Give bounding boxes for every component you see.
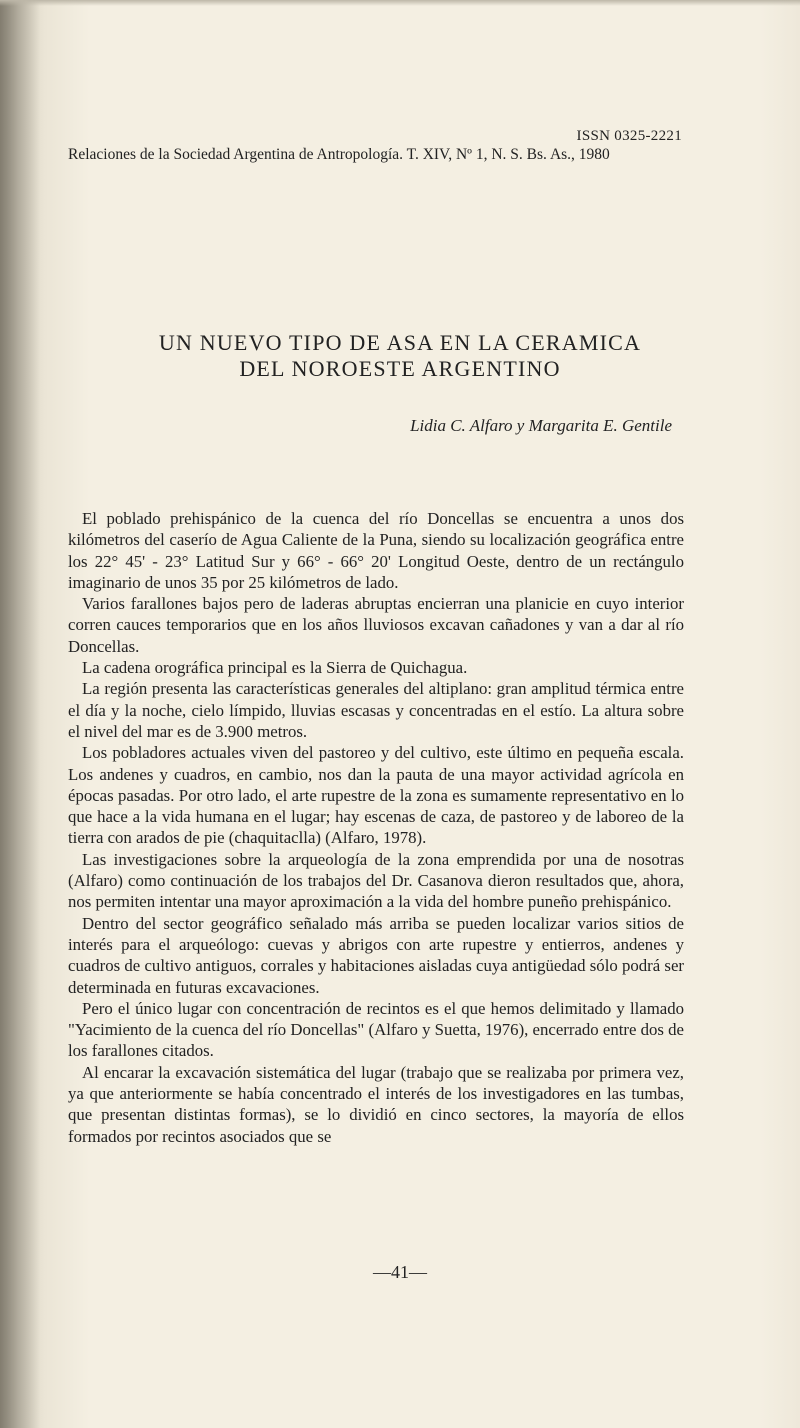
article-title	[120, 330, 680, 382]
page-edge	[0, 0, 800, 6]
paragraph: Pero el único lugar con concentración de recintos es el que hemos delimitado y llamado "Yacimiento de la cuenca del río Doncellas" (Alfaro y Suetta, 1976), encerrado entre dos de los farallones citados.	[68, 998, 684, 1061]
paragraph: Las investigaciones sobre la arqueología de la zona emprendida por una de nosotras (Alfaro) como continuación de los trabajos del Dr. Casanova dieron resultados que, ahora, nos permiten intentar una mayor aproximación a la vida del hombre puneño prehispánico.	[68, 849, 684, 912]
paragraph: Dentro del sector geográfico señalado más arriba se pueden localizar varios sitios de interés para el arqueólogo: cuevas y abrigos con arte rupestre y entierros, andenes y cuadros de cultivo antiguos, corrales y habitaciones aisladas cuya antigüedad sólo podrá ser determinada en futuras excavaciones.	[68, 913, 684, 997]
issn-number: ISSN 0325-2221	[576, 128, 682, 144]
binding-shadow	[0, 0, 40, 1428]
paragraph: Varios farallones bajos pero de laderas abruptas encierran una planicie en cuyo interior corren cauces temporarios que en los años lluviosos excavan cañadones y van a dar al río Doncellas.	[68, 594, 684, 656]
title-line-1: UN NUEVO TIPO DE ASA EN LA CERAMICA	[158, 330, 642, 355]
article-body	[68, 508, 684, 1147]
paragraph: El poblado prehispánico de la cuenca del río Doncellas se encuentra a unos dos kilómetros del caserío de Agua Caliente de la Puna, siendo su localización geográfica entre los 22° 45' - 23° Latitud Sur y 66° - 66° 20' Longitud Oeste, dentro de un rectángulo imaginario de unos 35 por 25 kilómetros de lado.	[68, 509, 684, 592]
journal-citation: Relaciones de la Sociedad Argentina de Antropología. T. XIV, Nº 1, N. S. Bs. As., 1980	[68, 146, 610, 163]
paragraph: La cadena orográfica principal es la Sierra de Quichagua.	[82, 658, 468, 678]
paragraph: La región presenta las características generales del altiplano: gran amplitud térmica entre el día y la noche, cielo límpido, lluvias escasas y concentradas en el estío. La altura sobre el nivel del mar es de 3.900 metros.	[68, 679, 684, 741]
title-line-2: DEL NOROESTE ARGENTINO	[239, 356, 561, 381]
paragraph: Al encarar la excavación sistemática del lugar (trabajo que se realizaba por primera vez, ya que anteriormente se había concentrado el interés de los investigadores en las tumbas, que presentan distintas formas), se lo dividió en cinco sectores, la mayoría de ellos formados por recintos asociados que se	[68, 1062, 684, 1146]
page-number: —41—	[373, 1262, 427, 1282]
article-authors: Lidia C. Alfaro y Margarita E. Gentile	[410, 416, 672, 435]
paragraph: Los pobladores actuales viven del pastoreo y del cultivo, este último en pequeña escala. Los andenes y cuadros, en cambio, nos dan la pauta de una mayor actividad agrícola en épocas pasadas. Por otro lado, el arte rupestre de la zona es sumamente representativo en lo que hace a la vida humana en el lugar; hay escenas de caza, de pastoreo y de laboreo de la tierra con arados de pie (chaquitaclla) (Alfaro, 1978).	[68, 743, 684, 848]
